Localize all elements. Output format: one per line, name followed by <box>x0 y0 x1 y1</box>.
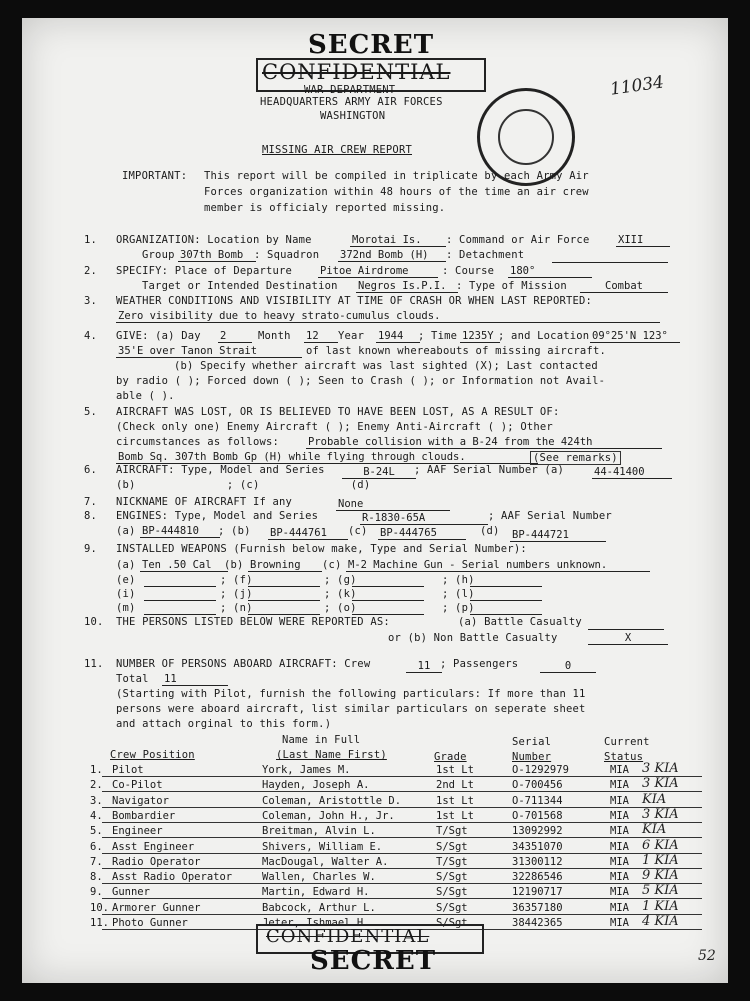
aircraft-serial-extra: (b) ; (c) (d) <box>116 479 371 491</box>
engine-c-serial: BP-444765 <box>378 527 466 540</box>
squadron-label: : Squadron <box>254 249 320 261</box>
aircraft-serial-value: 44-41400 <box>592 466 672 479</box>
battle-casualty-blank <box>588 629 664 630</box>
weapon-a-value: Ten .50 Cal <box>140 559 228 572</box>
crew-position: Engineer <box>112 825 163 838</box>
row-underline <box>102 868 702 869</box>
crew-name: Coleman, John H., Jr. <box>262 809 395 822</box>
crew-row-number: 4. <box>90 809 103 822</box>
course-value: 180° <box>508 265 592 278</box>
crew-position: Gunner <box>112 886 150 899</box>
crew-status-handwritten: 3 KIA <box>642 761 679 776</box>
crew-name: Breitman, Alvin L. <box>262 825 376 838</box>
crew-grade: 2nd Lt <box>436 779 474 792</box>
crew-status-handwritten: 6 KIA <box>642 837 679 853</box>
engines-label: ENGINES: Type, Model and Series <box>116 510 319 522</box>
crew-position: Bombardier <box>112 809 176 822</box>
crew-serial: 36357180 <box>512 901 563 914</box>
crew-status-handwritten: 5 KIA <box>642 883 679 899</box>
page-title: MISSING AIR CREW REPORT <box>262 144 412 156</box>
table-row <box>22 761 728 779</box>
weapon-grid-label: (m) <box>116 602 136 614</box>
crew-grade: S/Sgt <box>436 917 468 929</box>
crew-row-number: 1. <box>90 764 103 776</box>
mission-type-label: : Type of Mission <box>456 280 567 292</box>
loss-cause-line-2: (Check only one) Enemy Aircraft ( ); Enemy Anti-Aircraft ( ); Other <box>116 421 553 433</box>
crew-name: York, James M. <box>262 764 351 776</box>
departure-value: Pitoe Airdrome <box>318 265 438 278</box>
crew-name: Coleman, Aristottle D. <box>262 794 402 807</box>
weapon-grid-label: ; (p) <box>442 602 475 614</box>
crew-status: MIA <box>610 840 629 853</box>
casualty-label: THE PERSONS LISTED BELOW WERE REPORTED AS: <box>116 616 390 628</box>
particulars-note-3: and attach orginal to this form.) <box>116 718 332 730</box>
crew-grade: S/Sgt <box>436 871 468 884</box>
section-10-number: 10. <box>84 616 104 628</box>
weapons-label: INSTALLED WEAPONS (Furnish below make, Type and Serial Number): <box>116 543 527 555</box>
aircraft-serial-label: ; AAF Serial Number (a) <box>414 464 564 476</box>
detachment-blank <box>552 262 668 263</box>
crew-status: MIA <box>610 917 629 929</box>
crew-name: MacDougal, Walter A. <box>262 855 389 868</box>
crew-status-handwritten: 3 KIA <box>642 806 679 822</box>
passenger-count: 0 <box>540 660 596 673</box>
crew-status-handwritten: 1 KIA <box>642 898 679 914</box>
month-value: 12 <box>304 330 338 343</box>
crew-row-number: 7. <box>90 855 103 868</box>
seal-inner-ring <box>498 109 554 165</box>
weapon-a-label: (a) <box>116 559 136 571</box>
crew-serial: 31300112 <box>512 855 563 868</box>
crew-status: MIA <box>610 779 629 792</box>
day-value: 2 <box>218 330 252 343</box>
crew-status: MIA <box>610 809 629 822</box>
crew-row-number: 5. <box>90 825 103 838</box>
important-line-3: member is officialy reported missing. <box>204 202 446 214</box>
year-label: Year <box>338 330 365 342</box>
time-value: 1235Y <box>460 330 500 343</box>
weapon-grid-blank <box>144 600 216 601</box>
crew-grade: T/Sgt <box>436 855 468 868</box>
secret-stamp-bottom: SECRET <box>310 946 437 976</box>
engine-a-serial: BP-444810 <box>140 525 220 538</box>
weapon-grid-blank <box>144 614 216 615</box>
see-remarks-note: (See remarks) <box>530 451 621 465</box>
year-value: 1944 <box>376 330 420 343</box>
table-row <box>22 837 728 856</box>
whereabouts-text: of last known whereabouts of missing aircraft. <box>306 345 606 357</box>
section-11-number: 11. <box>84 658 104 670</box>
crew-status: MIA <box>610 825 629 838</box>
table-row <box>22 852 728 871</box>
engine-a-label: (a) <box>116 525 136 537</box>
crew-serial: O-711344 <box>512 794 563 807</box>
file-number-handwritten: 11034 <box>608 72 666 100</box>
weapon-grid-label: ; (o) <box>324 602 357 614</box>
command-value: XIII <box>616 234 670 247</box>
crew-serial: O-701568 <box>512 809 563 822</box>
table-row <box>22 806 728 825</box>
persons-aboard-label: NUMBER OF PERSONS ABOARD AIRCRAFT: Crew <box>116 658 371 670</box>
important-line-2: Forces organization within 48 hours of the time an air crew <box>204 186 589 198</box>
weapon-grid-blank <box>470 586 542 587</box>
crew-serial: 34351070 <box>512 840 563 853</box>
crew-grade: S/Sgt <box>436 901 468 914</box>
section-1-number: 1. <box>84 234 98 246</box>
washington: WASHINGTON <box>320 110 386 122</box>
aircraft-type-label: AIRCRAFT: Type, Model and Series <box>116 464 325 476</box>
row-underline <box>102 776 702 777</box>
specify-label: SPECIFY: Place of Departure <box>116 265 293 277</box>
table-row <box>22 883 728 901</box>
weapon-grid-label: ; (g) <box>324 574 357 586</box>
secret-stamp-top: SECRET <box>308 30 435 60</box>
crew-serial: O-700456 <box>512 779 563 792</box>
mission-type-value: Combat <box>580 280 668 293</box>
engine-type-value: R-1830-65A <box>360 512 488 525</box>
time-label: ; Time <box>418 330 458 342</box>
important-line-1: This report will be compiled in triplicate by each Army Air <box>204 170 589 182</box>
weapon-grid-label: ; (j) <box>220 588 253 600</box>
crew-name: Babcock, Arthur L. <box>262 901 376 914</box>
crew-grade: S/Sgt <box>436 886 468 899</box>
weapon-grid-blank <box>352 586 424 587</box>
location-label: ; and Location <box>498 330 590 342</box>
organization-label: ORGANIZATION: Location by Name <box>116 234 312 246</box>
crew-status-handwritten: 4 KIA <box>642 914 679 929</box>
crew-status-handwritten: 9 KIA <box>642 868 679 884</box>
crew-row-number: 11. <box>90 917 109 929</box>
weapon-grid-label: ; (h) <box>442 574 475 586</box>
course-label: : Course <box>442 265 495 277</box>
weapon-grid-label: (e) <box>116 574 136 586</box>
total-label: Total <box>116 673 149 685</box>
crew-position: Asst Engineer <box>112 840 195 853</box>
crew-serial: O-1292979 <box>512 764 569 776</box>
table-row <box>22 868 728 886</box>
crew-status-handwritten: KIA <box>642 791 667 807</box>
engine-d-label: (d) <box>480 525 500 537</box>
crew-row-number: 9. <box>90 886 103 899</box>
particulars-note-1: (Starting with Pilot, furnish the following particulars: If more than 11 <box>116 688 586 700</box>
crew-position: Co-Pilot <box>112 779 163 792</box>
crew-name: Hayden, Joseph A. <box>262 779 370 792</box>
engine-b-label: ; (b) <box>218 525 251 537</box>
crew-status: MIA <box>610 855 629 868</box>
confidential-stamp-bottom: CONFIDENTIAL <box>266 926 430 947</box>
header-status: Status <box>604 751 644 763</box>
crew-status-handwritten: 1 KIA <box>642 852 679 868</box>
crew-name: Jeter, Ishmael H. <box>262 917 370 929</box>
total-count: 11 <box>162 673 228 686</box>
crew-serial: 32286546 <box>512 871 563 884</box>
weapon-grid-label: ; (l) <box>442 588 475 600</box>
crew-row-number: 3. <box>90 794 103 807</box>
coordinates-value-2: 35'E over Tanon Strait <box>116 345 302 358</box>
row-underline <box>102 853 702 854</box>
document-page <box>22 18 728 983</box>
confidential-stamp-top: CONFIDENTIAL <box>262 60 451 84</box>
squadron-value: 372nd Bomb (H) <box>338 249 446 262</box>
crew-row-number: 10. <box>90 901 109 914</box>
crew-name: Martin, Edward H. <box>262 886 370 899</box>
weapon-grid-blank <box>470 614 542 615</box>
crew-status: MIA <box>610 871 629 884</box>
weapon-grid-label: ; (k) <box>324 588 357 600</box>
crew-status: MIA <box>610 764 629 776</box>
crew-position: Asst Radio Operator <box>112 871 233 884</box>
group-value: 307th Bomb <box>178 249 256 262</box>
section-9-number: 9. <box>84 543 98 555</box>
row-underline <box>102 883 702 884</box>
section-5-number: 5. <box>84 406 98 418</box>
engine-b-serial: BP-444761 <box>268 527 348 540</box>
crew-position: Photo Gunner <box>112 917 188 929</box>
weapon-grid-label: (i) <box>116 588 136 600</box>
loss-cause-line-3: circumstances as follows: <box>116 436 280 448</box>
weapon-grid-blank <box>470 600 542 601</box>
section-7-number: 7. <box>84 496 98 508</box>
engine-d-serial: BP-444721 <box>510 529 606 542</box>
row-underline <box>102 791 702 792</box>
crew-position: Pilot <box>112 764 144 776</box>
important-label: IMPORTANT: <box>122 170 188 182</box>
loss-reason-1: Probable collision with a B-24 from the 424th <box>306 436 662 449</box>
crew-status: MIA <box>610 901 629 914</box>
sighting-line-1: (b) Specify whether aircraft was last sighted (X); Last contacted <box>174 360 598 372</box>
table-row <box>22 898 728 917</box>
header-crew-position: Crew Position <box>110 749 195 761</box>
header-name-in-full: Name in Full <box>282 734 361 746</box>
crew-row-number: 2. <box>90 779 103 792</box>
crew-status: MIA <box>610 794 629 807</box>
crew-position: Radio Operator <box>112 855 201 868</box>
crew-status-handwritten: KIA <box>642 822 667 838</box>
row-underline <box>102 822 702 823</box>
weather-label: WEATHER CONDITIONS AND VISIBILITY AT TIME OF CRASH OR WHEN LAST REPORTED: <box>116 295 593 307</box>
weapon-c-label: (c) <box>322 559 342 571</box>
crew-status: MIA <box>610 886 629 899</box>
headquarters: HEADQUARTERS ARMY AIR FORCES <box>260 96 443 108</box>
section-2-number: 2. <box>84 265 98 277</box>
battle-casualty-label: (a) Battle Casualty <box>458 616 582 628</box>
weapon-grid-blank <box>248 614 320 615</box>
weather-value: Zero visibility due to heavy strato-cumulus clouds. <box>116 310 660 323</box>
crew-count: 11 <box>406 660 442 673</box>
give-label: GIVE: (a) Day <box>116 330 201 342</box>
weapon-grid-blank <box>248 600 320 601</box>
coordinates-value: 09°25'N 123° <box>590 330 680 343</box>
weapon-grid-blank <box>144 586 216 587</box>
table-row <box>22 776 728 794</box>
weapon-grid-blank <box>352 600 424 601</box>
non-battle-casualty-mark: X <box>588 632 668 645</box>
weapon-grid-label: ; (f) <box>220 574 253 586</box>
crew-name: Shivers, William E. <box>262 840 383 853</box>
page-number-handwritten: 52 <box>698 948 716 964</box>
table-row <box>22 822 728 840</box>
crew-position: Armorer Gunner <box>112 901 201 914</box>
weapon-grid-blank <box>248 586 320 587</box>
detachment-label: : Detachment <box>446 249 525 261</box>
weapon-b-value: Browning <box>248 559 322 572</box>
crew-row-number: 8. <box>90 871 103 884</box>
engine-serial-label: ; AAF Serial Number <box>488 510 612 522</box>
section-8-number: 8. <box>84 510 98 522</box>
month-label: Month <box>258 330 291 342</box>
header-number: Number <box>512 751 552 763</box>
header-serial: Serial <box>512 736 552 748</box>
weapon-grid-blank <box>352 614 424 615</box>
crew-position: Navigator <box>112 794 169 807</box>
sighting-line-3: able ( ). <box>116 390 175 402</box>
weapon-grid-label: ; (n) <box>220 602 253 614</box>
table-row <box>22 791 728 810</box>
section-6-number: 6. <box>84 464 98 476</box>
command-label: : Command or Air Force <box>446 234 590 246</box>
location-value: Morotai Is. <box>350 234 446 247</box>
crew-grade: S/Sgt <box>436 840 468 853</box>
crew-name: Wallen, Charles W. <box>262 871 376 884</box>
header-last-name-first: (Last Name First) <box>276 749 387 761</box>
non-battle-casualty-label: or (b) Non Battle Casualty <box>388 632 558 644</box>
row-underline <box>102 898 702 899</box>
crew-status-handwritten: 3 KIA <box>642 776 679 792</box>
crew-grade: T/Sgt <box>436 825 468 838</box>
target-label: Target or Intended Destination <box>142 280 338 292</box>
section-3-number: 3. <box>84 295 98 307</box>
section-4-number: 4. <box>84 330 98 342</box>
weapon-b-label: (b) <box>224 559 244 571</box>
sighting-line-2: by radio ( ); Forced down ( ); Seen to Crash ( ); or Information not Avail- <box>116 375 606 387</box>
particulars-note-2: persons were aboard aircraft, list similar particulars on seperate sheet <box>116 703 586 715</box>
target-value: Negros Is.P.I. <box>356 280 458 293</box>
crew-serial: 12190717 <box>512 886 563 899</box>
crew-grade: 1st Lt <box>436 809 474 822</box>
row-underline <box>102 837 702 838</box>
war-department: WAR DEPARTMENT <box>304 84 396 96</box>
nickname-label: NICKNAME OF AIRCRAFT If any <box>116 496 293 508</box>
header-current: Current <box>604 736 650 748</box>
row-underline <box>102 914 702 915</box>
loss-cause-line-1: AIRCRAFT WAS LOST, OR IS BELIEVED TO HAVE BEEN LOST, AS A RESULT OF: <box>116 406 560 418</box>
engine-c-label: (c) <box>348 525 368 537</box>
passengers-label: ; Passengers <box>440 658 519 670</box>
crew-serial: 38442365 <box>512 917 563 929</box>
nickname-value: None <box>336 498 450 511</box>
weapon-c-value: M-2 Machine Gun - Serial numbers unknown. <box>346 559 650 572</box>
aircraft-type-value: B-24L <box>342 466 416 479</box>
row-underline <box>102 807 702 808</box>
loss-reason-2: Bomb Sq. 307th Bomb Gp (H) while flying through clouds. <box>116 451 538 464</box>
crew-grade: 1st Lt <box>436 764 474 776</box>
crew-row-number: 6. <box>90 840 103 853</box>
crew-grade: 1st Lt <box>436 794 474 807</box>
group-label: Group <box>142 249 175 261</box>
crew-serial: 13092992 <box>512 825 563 838</box>
header-grade: Grade <box>434 751 467 763</box>
